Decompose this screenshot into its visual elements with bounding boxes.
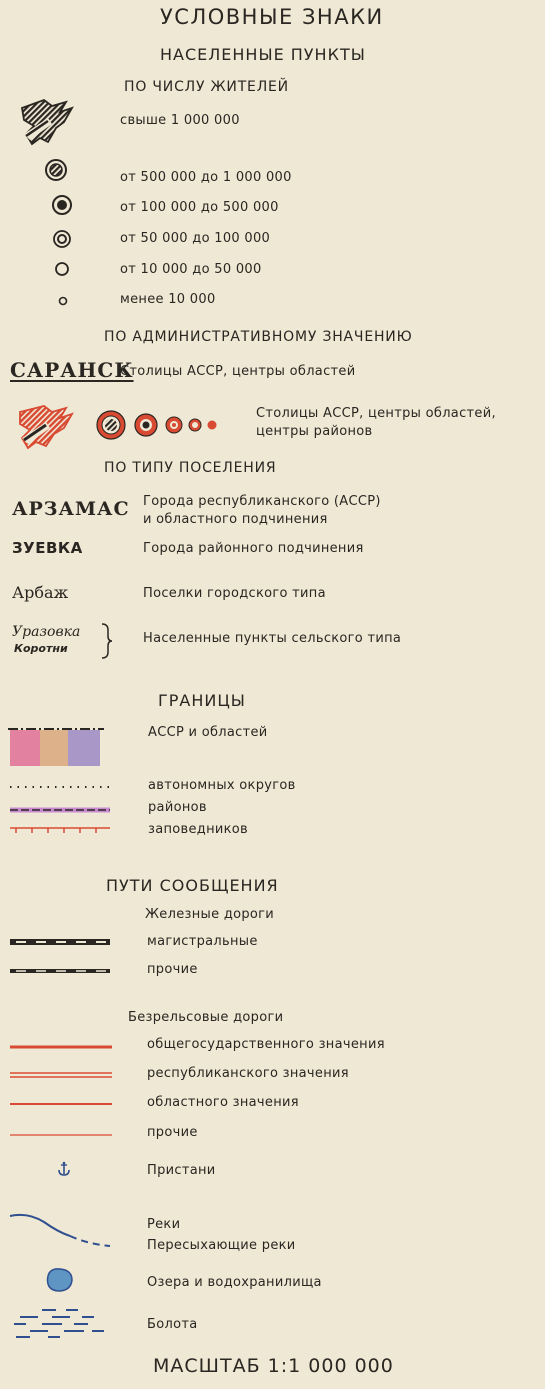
population-item-5: от 10 000 до 50 000	[120, 262, 262, 277]
type-sample-city: АРЗАМАС	[12, 498, 130, 520]
borders-heading: ГРАНИЦЫ	[158, 691, 246, 710]
road-state-icon	[8, 1044, 112, 1050]
admin-centers-label-1: Столицы АССР, центры областей,	[256, 406, 496, 421]
admin-capital-label: Столицы АССР, центры областей	[120, 364, 356, 379]
population-heading: ПО ЧИСЛУ ЖИТЕЛЕЙ	[124, 79, 289, 95]
anchor-icon	[57, 1161, 71, 1177]
railways-heading: Железные дороги	[145, 907, 275, 922]
population-item-3: от 100 000 до 500 000	[120, 200, 279, 215]
border-district-icon	[8, 806, 112, 814]
city-100k-icon	[51, 194, 73, 216]
railway-other-icon	[8, 967, 112, 975]
legend-title: УСЛОВНЫЕ ЗНАКИ	[160, 5, 384, 29]
border-item-4: заповедников	[148, 822, 248, 837]
railway-item-2: прочие	[147, 962, 198, 977]
settlements-heading: НАСЕЛЕННЫЕ ПУНКТЫ	[160, 45, 366, 64]
road-oblast-icon	[8, 1102, 112, 1106]
road-other-icon	[8, 1133, 112, 1137]
border-okrug-icon	[8, 784, 112, 790]
type-urban-settlement-label: Поселки городского типа	[143, 586, 326, 601]
type-sample-urban-settlement: Арбаж	[12, 583, 69, 602]
piers-label: Пристани	[147, 1163, 216, 1178]
type-sample-district-town: ЗУЕВКА	[12, 539, 83, 557]
border-item-2: автономных округов	[148, 778, 296, 793]
village-icon	[57, 295, 69, 307]
drying-rivers-label: Пересыхающие реки	[147, 1238, 296, 1253]
type-heading: ПО ТИПУ ПОСЕЛЕНИЯ	[104, 460, 277, 476]
admin-city-red-icon	[14, 404, 80, 450]
brace-icon	[100, 622, 114, 660]
type-city-label-1: Города республиканского (АССР)	[143, 494, 381, 509]
road-item-3: областного значения	[147, 1095, 299, 1110]
population-item-1: свыше 1 000 000	[120, 113, 240, 128]
road-item-1: общегосударственного значения	[147, 1037, 385, 1052]
border-item-3: районов	[148, 800, 207, 815]
type-village-label: Населенные пункты сельского типа	[143, 631, 402, 646]
border-reserve-icon	[8, 825, 112, 835]
road-item-4: прочие	[147, 1125, 198, 1140]
admin-centers-red-circles-icon	[94, 408, 224, 442]
population-item-2: от 500 000 до 1 000 000	[120, 170, 292, 185]
swamps-label: Болота	[147, 1317, 198, 1332]
border-item-1: АССР и областей	[148, 725, 268, 740]
type-district-town-label: Города районного подчинения	[143, 541, 364, 556]
population-item-6: менее 10 000	[120, 292, 216, 307]
type-sample-village-2: Коротни	[14, 642, 68, 655]
railway-main-icon	[8, 938, 112, 946]
railway-item-1: магистральные	[147, 934, 258, 949]
river-icon	[8, 1210, 112, 1250]
population-item-4: от 50 000 до 100 000	[120, 231, 271, 246]
admin-heading: ПО АДМИНИСТРАТИВНОМУ ЗНАЧЕНИЮ	[104, 329, 413, 345]
admin-sample-name: САРАНСК	[10, 358, 134, 382]
road-item-2: республиканского значения	[147, 1066, 349, 1081]
city-million-icon	[18, 98, 82, 148]
city-10k-icon	[54, 261, 70, 277]
city-50k-icon	[52, 229, 72, 249]
lake-icon	[44, 1266, 76, 1294]
city-500k-icon	[44, 158, 68, 182]
type-city-label-2: и областного подчинения	[143, 512, 328, 527]
roads-heading: Безрельсовые дороги	[128, 1010, 284, 1025]
road-republic-icon	[8, 1071, 112, 1079]
lakes-label: Озера и водохранилища	[147, 1275, 322, 1290]
rivers-label: Реки	[147, 1217, 181, 1232]
scale-label: МАСШТАБ 1:1 000 000	[153, 1355, 394, 1377]
swamp-icon	[12, 1306, 108, 1340]
type-sample-village-1: Уразовка	[12, 624, 81, 640]
border-assr-icon	[8, 726, 104, 768]
admin-centers-label-2: центры районов	[256, 424, 373, 439]
transport-heading: ПУТИ СООБЩЕНИЯ	[106, 876, 279, 895]
